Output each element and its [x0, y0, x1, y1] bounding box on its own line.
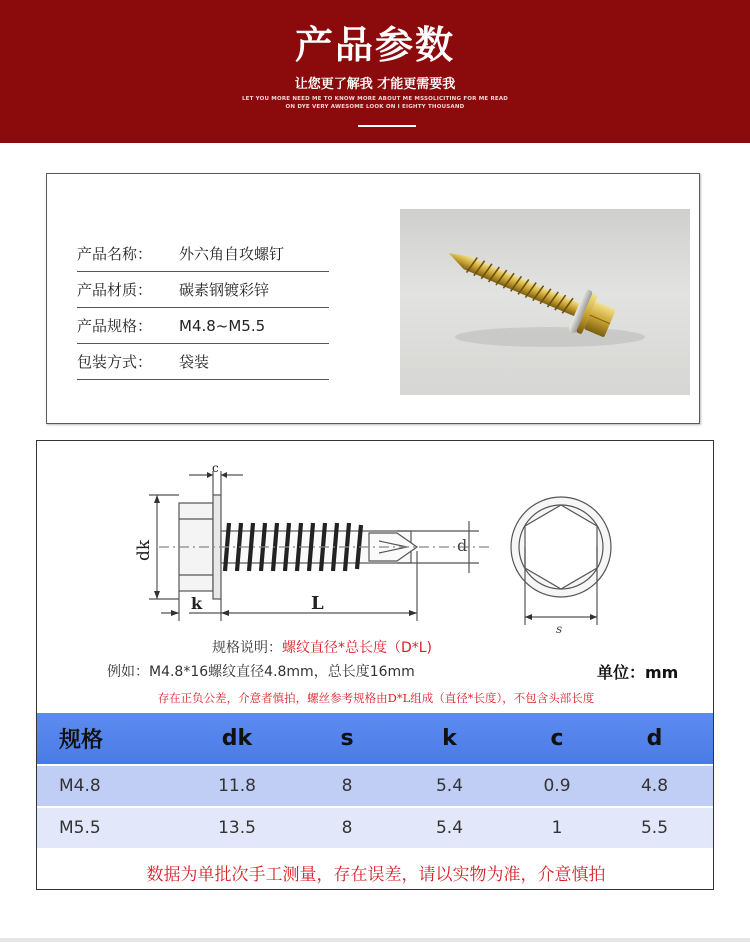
table-cell: M5.5: [59, 818, 101, 838]
banner-english-line-2: ON DYE VERY AWESOME LOOK ON I EIGHTY THOUSAND: [285, 104, 465, 110]
dim-label-dk: dk: [134, 539, 154, 561]
info-value: 碳素钢镀彩锌: [179, 281, 270, 299]
table-cell: 4.8: [640, 776, 669, 796]
table-header-cell: d: [646, 726, 663, 751]
product-info-card: [46, 173, 700, 424]
table-header-cell: c: [550, 726, 564, 751]
spec-description-value: 螺纹直径*总长度（D*L): [281, 640, 433, 656]
info-row-packaging: [77, 344, 329, 380]
info-value: 袋装: [179, 353, 210, 371]
table-cell: 5.5: [640, 818, 669, 838]
info-label: 产品名称：: [77, 245, 153, 263]
page-title: 产品参数: [294, 23, 455, 67]
dim-label-c: c: [212, 461, 219, 475]
info-label: 产品规格：: [77, 317, 153, 335]
header-banner: [0, 0, 750, 143]
spec-unit: 单位：mm: [597, 663, 679, 682]
table-row: [37, 766, 713, 806]
screw-illustration: [400, 209, 690, 395]
table-header-cell: 规格: [59, 728, 104, 753]
spec-table-header: [37, 713, 713, 764]
dim-label-d: d: [457, 536, 468, 555]
info-row-name: [77, 236, 329, 272]
table-cell: 8: [341, 776, 353, 796]
spec-description: [37, 637, 607, 657]
table-row: [37, 808, 713, 848]
measurement-disclaimer: 数据为单批次手工测量，存在误差，请以实物为准，介意慎拍: [146, 865, 606, 885]
info-label: 包装方式：: [77, 353, 153, 371]
table-cell: 8: [341, 818, 353, 838]
banner-english-line-1: LET YOU MORE NEED ME TO KNOW MORE ABOUT ME MSSOLICITING FOR ME READ: [241, 96, 509, 102]
info-label: 产品材质：: [77, 281, 153, 299]
dim-label-L: L: [311, 593, 324, 614]
table-cell: 11.8: [218, 776, 256, 796]
table-cell: 13.5: [218, 818, 256, 838]
dim-label-k: k: [191, 594, 203, 613]
table-header-cell: s: [340, 726, 354, 751]
info-value: 外六角自攻螺钉: [179, 245, 285, 263]
info-value: M4.8~M5.5: [179, 317, 266, 335]
bottom-divider: [0, 938, 750, 942]
table-cell: 1: [551, 818, 563, 838]
banner-divider: [358, 125, 416, 127]
dim-label-s: s: [556, 622, 563, 636]
spec-description-label: 规格说明：: [211, 640, 282, 656]
screw-dimension-diagram: [129, 461, 649, 651]
table-header-cell: k: [442, 726, 457, 751]
table-cell: 5.4: [435, 818, 464, 838]
tolerance-note: 存在正负公差，介意者慎拍，螺丝参考规格由D*L组成（直径*长度），不包含头部长度: [157, 691, 595, 705]
info-row-spec: [77, 308, 329, 344]
table-cell: 0.9: [543, 776, 571, 796]
banner-english-text: [230, 95, 520, 111]
info-row-material: [77, 272, 329, 308]
table-cell: 5.4: [435, 776, 464, 796]
product-photo: [400, 209, 690, 395]
specification-panel: [36, 440, 714, 890]
spec-example: 例如：M4.8*16螺纹直径4.8mm，总长度16mm: [107, 664, 415, 680]
table-cell: M4.8: [59, 776, 101, 796]
table-header-cell: dk: [221, 726, 253, 751]
banner-subtitle: 让您更了解我 才能更需要我: [294, 77, 456, 92]
